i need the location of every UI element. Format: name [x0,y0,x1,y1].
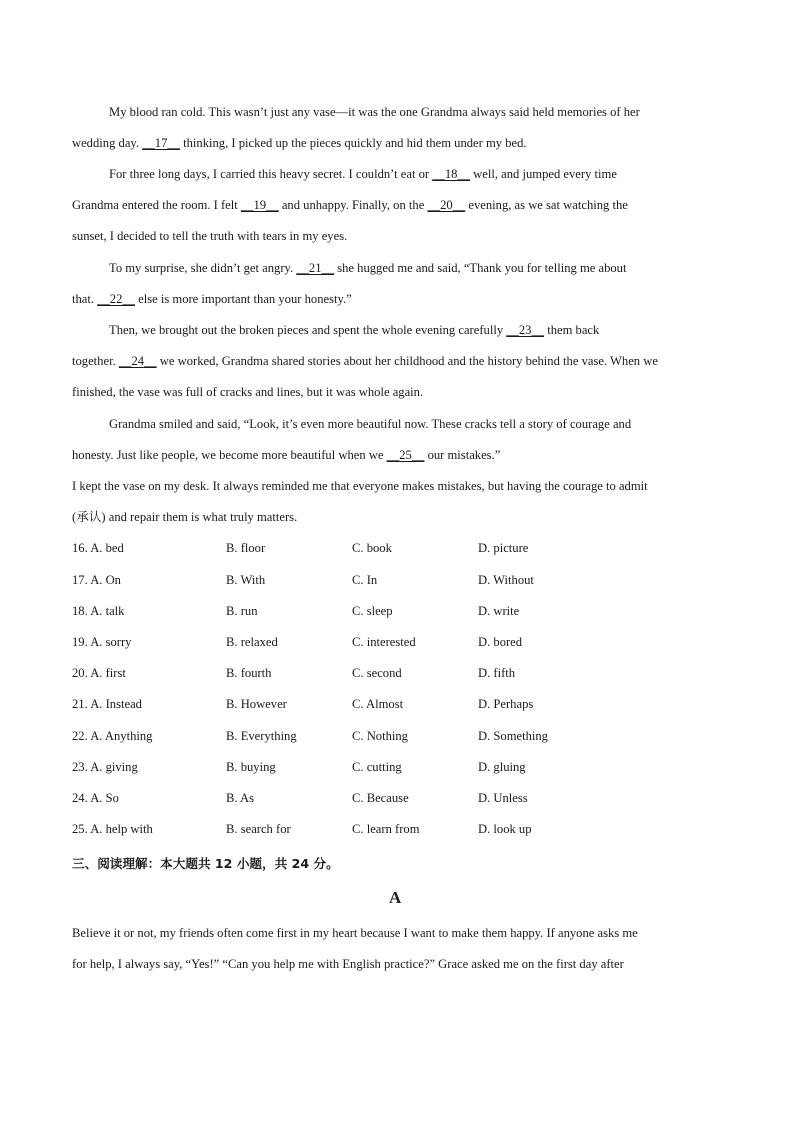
option-d: D. look up [478,822,532,836]
passage-line [72,353,658,369]
option-c: C. Because [352,791,409,805]
question-number-option-a: 24. A. So [72,791,119,805]
passage-line [72,509,297,525]
passage-line [109,166,617,182]
option-c: C. sleep [352,604,393,618]
option-c: C. Almost [352,697,404,711]
option-c: C. Nothing [352,729,408,743]
passage-line [72,956,624,972]
passage-line [72,925,638,941]
option-d: D. picture [478,541,529,555]
passage-line [109,260,626,276]
option-b: B. search for [226,822,291,836]
question-number-option-a: 18. A. talk [72,604,125,618]
option-c: C. learn from [352,822,420,836]
option-c: C. cutting [352,760,402,774]
text: My blood ran cold. This wasn’t just any vase—it was the one Grandma always said held memories of her [109,105,640,119]
question-number-option-a: 17. A. On [72,573,121,587]
option-c: C. interested [352,635,416,649]
option-c: C. In [352,573,378,587]
text: else is more important than your honesty.” [134,292,352,306]
section-title: 三、阅读理解：本大题共 12 小题，共 24 分。 [72,856,339,871]
blank-24: __24__ [118,354,157,368]
question-number-option-a: 19. A. sorry [72,635,132,649]
question-number-option-a: 22. A. Anything [72,729,153,743]
text: we worked, Grandma shared stories about her childhood and the history behind the vase. When we [156,354,658,368]
option-c: C. second [352,666,402,680]
text: Grandma entered the room. I felt [72,198,241,212]
option-d: D. Perhaps [478,697,534,711]
text: To my surprise, she didn’t get angry. [109,261,297,275]
text: for help, I always say, “Yes!” “Can you help me with English practice?” Grace asked me on the first day after [72,957,624,971]
text: honesty. Just like people, we become more beautiful when we [72,448,387,462]
option-b: B. floor [226,541,266,555]
text: our mistakes.” [424,448,501,462]
option-c: C. book [352,541,392,555]
passage-line [72,135,527,151]
option-b: B. However [226,697,287,711]
passage-line [72,384,423,400]
blank-25: __25__ [386,448,425,462]
passage-line [72,228,347,244]
passage-line [72,447,500,463]
blank-18: __18__ [432,167,471,181]
text: Then, we brought out the broken pieces and spent the whole evening carefully [109,323,507,337]
option-b: B. fourth [226,666,272,680]
option-b: B. run [226,604,258,618]
blank-21: __21__ [296,261,335,275]
text: that. [72,292,98,306]
text: together. [72,354,119,368]
question-number-option-a: 20. A. first [72,666,126,680]
passage-line [109,416,631,432]
blank-19: __19__ [240,198,279,212]
text: Believe it or not, my friends often come first in my heart because I want to make them happy. If anyone asks me [72,926,638,940]
text: Grandma smiled and said, “Look, it’s even more beautiful now. These cracks tell a story of courage and [109,417,632,431]
text: For three long days, I carried this heavy secret. I couldn’t eat or [109,167,433,181]
text: and unhappy. Finally, on the [278,198,428,212]
option-b: B. With [226,573,266,587]
blank-20: __20__ [427,198,466,212]
passage-line [72,478,648,494]
option-d: D. Something [478,729,548,743]
passage-line [72,291,352,307]
question-number-option-a: 25. A. help with [72,822,153,836]
text: sunset, I decided to tell the truth with tears in my eyes. [72,229,348,243]
text: wedding day. [72,136,143,150]
text: I kept the vase on my desk. It always reminded me that everyone makes mistakes, but having the courage to admit [72,479,648,493]
blank-17: __17__ [142,136,180,150]
text: evening, as we sat watching the [465,198,628,212]
option-b: B. buying [226,760,276,774]
option-d: D. write [478,604,520,618]
option-d: D. fifth [478,666,516,680]
blank-22: __22__ [97,292,135,306]
option-b: B. As [226,791,254,805]
question-number-option-a: 23. A. giving [72,760,138,774]
reading-heading: A [389,888,402,907]
text: finished, the vase was full of cracks and lines, but it was whole again. [72,385,424,399]
option-d: D. bored [478,635,523,649]
question-number-option-a: 16. A. bed [72,541,124,555]
text: well, and jumped every time [470,167,617,181]
question-number-option-a: 21. A. Instead [72,697,142,711]
text: she hugged me and said, “Thank you for telling me about [334,261,627,275]
option-d: D. Without [478,573,534,587]
option-d: D. gluing [478,760,526,774]
blank-23: __23__ [506,323,545,337]
text: (承认) and repair them is what truly matters. [72,510,298,524]
passage-line [109,104,640,120]
passage-line [72,197,628,213]
option-d: D. Unless [478,791,528,805]
option-b: B. Everything [226,729,297,743]
text: thinking, I picked up the pieces quickly and hid them under my bed. [179,136,527,150]
passage-line [109,322,599,338]
option-b: B. relaxed [226,635,278,649]
text: them back [544,323,600,337]
